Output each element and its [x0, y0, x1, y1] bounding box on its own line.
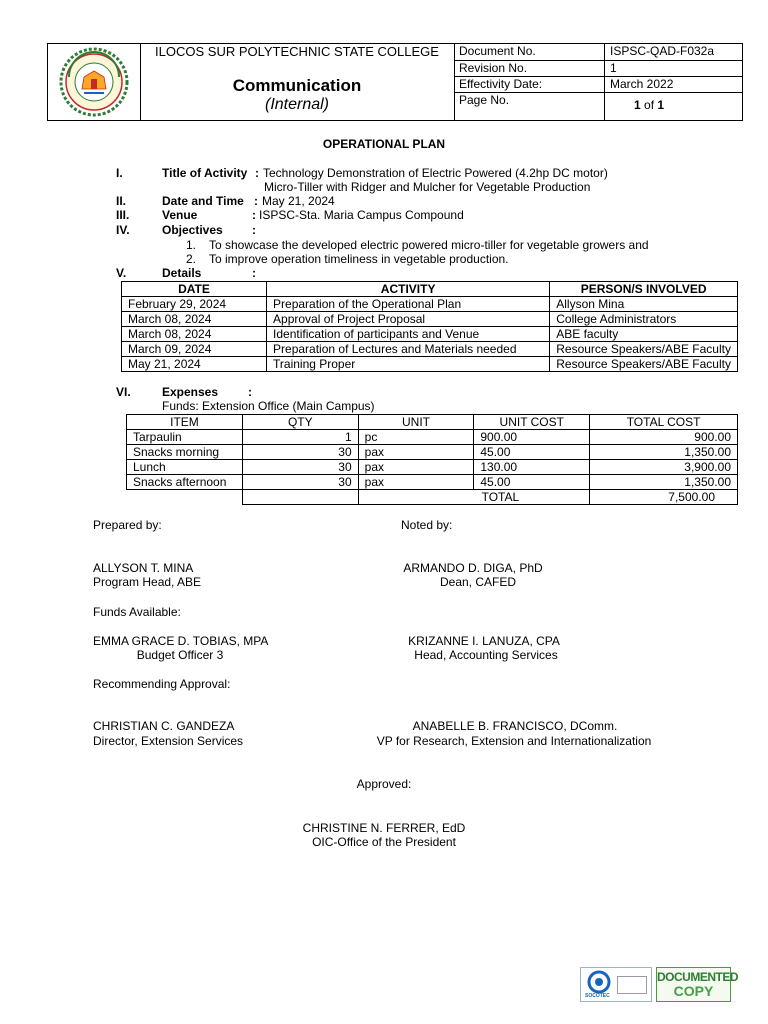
section-iii-label: Venue: [162, 208, 198, 222]
objective-number: 2.: [186, 252, 197, 266]
effectivity-date-label: Effectivity Date:: [459, 77, 543, 91]
table-row: [127, 430, 738, 445]
section-iv-colon: :: [252, 223, 256, 237]
unit-cell: pax: [358, 445, 474, 460]
table-row: [122, 297, 738, 312]
revision-number-label: Revision No.: [459, 61, 528, 75]
vp-name: ANABELLE B. FRANCISCO, DComm.: [412, 719, 618, 733]
header-title-cell: [140, 44, 455, 120]
person-cell: College Administrators: [550, 312, 738, 327]
column-header: ITEM: [127, 415, 243, 430]
section-i-number: I.: [116, 166, 123, 180]
item-cell: Lunch: [127, 460, 243, 475]
objective-text: To showcase the developed electric powered micro-tiller for vegetable growers and: [209, 238, 649, 252]
table-row: [122, 312, 738, 327]
plan-title: OPERATIONAL PLAN: [322, 137, 446, 151]
prepared-by-label: Prepared by:: [93, 518, 162, 532]
effectivity-date-value: March 2022: [610, 77, 674, 91]
column-header: UNIT COST: [474, 415, 590, 430]
section-iii-colon: :: [252, 208, 256, 222]
column-header: QTY: [242, 415, 358, 430]
stamp-line2: COPY: [673, 983, 714, 999]
funds-available-label: Funds Available:: [93, 605, 181, 619]
activity-venue: ISPSC-Sta. Maria Campus Compound: [259, 208, 464, 222]
page-number-label: Page No.: [459, 93, 510, 107]
revision-number-row: [454, 61, 742, 77]
document-subtitle: (Internal): [264, 96, 330, 113]
section-i-colon: :: [255, 166, 259, 180]
page-number-value: 1 of 1: [634, 98, 665, 112]
section-v-label: Details: [162, 266, 202, 280]
section-ii-colon: :: [254, 194, 258, 208]
unit-cell: pax: [358, 475, 474, 490]
section-iv-label: Objectives: [162, 223, 223, 237]
budget-officer-name: EMMA GRACE D. TOBIAS, MPA: [93, 634, 269, 648]
vp-title: VP for Research, Extension and Internationalization: [376, 734, 652, 748]
empty-cell: [127, 490, 243, 505]
college-seal-logo: [54, 47, 134, 117]
unit-cost-cell: 900.00: [474, 430, 590, 445]
total-label: TOTAL: [358, 490, 590, 505]
extension-director-title: Director, Extension Services: [93, 734, 244, 748]
section-iii-number: III.: [116, 208, 130, 222]
table-row: [122, 357, 738, 372]
activity-date: May 21, 2024: [262, 194, 335, 208]
date-cell: March 09, 2024: [122, 342, 267, 357]
approved-label: Approved:: [356, 777, 412, 791]
section-v-number: V.: [116, 266, 127, 280]
objective-number: 1.: [186, 238, 197, 252]
unit-cell: pax: [358, 460, 474, 475]
activity-cell: Identification of participants and Venue: [267, 327, 550, 342]
institution-name: ILOCOS SUR POLYTECHNIC STATE COLLEGE: [155, 44, 439, 59]
document-title: Communication: [232, 76, 362, 95]
document-control-info: [454, 44, 742, 120]
page-number-row: [454, 93, 742, 120]
funds-source: Funds: Extension Office (Main Campus): [162, 399, 375, 413]
section-i-label: Title of Activity: [162, 166, 248, 180]
activity-title-line2: Micro-Tiller with Ridger and Mulcher for Vegetable Production: [264, 180, 591, 194]
certification-badge: [580, 967, 652, 1002]
extension-director-name: CHRISTIAN C. GANDEZA: [93, 719, 235, 733]
person-cell: Resource Speakers/ABE Faculty: [550, 357, 738, 372]
activity-title-line1: Technology Demonstration of Electric Powered (4.2hp DC motor): [263, 166, 608, 180]
document-number-value: ISPSC-QAD-F032a: [610, 44, 715, 58]
date-cell: March 08, 2024: [122, 327, 267, 342]
table-row: [127, 475, 738, 490]
table-header-row: [127, 415, 738, 430]
total-value: 7,500.00: [590, 490, 738, 505]
noted-by-name: ARMANDO D. DIGA, PhD: [403, 561, 543, 575]
unit-cell: pc: [358, 430, 474, 445]
person-cell: Allyson Mina: [550, 297, 738, 312]
qty-cell: 30: [242, 460, 358, 475]
column-header: DATE: [122, 282, 267, 297]
total-cost-cell: 1,350.00: [590, 475, 738, 490]
section-v-colon: :: [252, 266, 256, 280]
president-name: CHRISTINE N. FERRER, EdD: [302, 821, 466, 835]
noted-by-title: Dean, CAFED: [439, 575, 517, 589]
accounting-head-name: KRIZANNE I. LANUZA, CPA: [408, 634, 560, 648]
unit-cost-cell: 45.00: [474, 445, 590, 460]
unit-cost-cell: 130.00: [474, 460, 590, 475]
date-cell: February 29, 2024: [122, 297, 267, 312]
person-cell: Resource Speakers/ABE Faculty: [550, 342, 738, 357]
table-row: [127, 445, 738, 460]
prepared-by-title: Program Head, ABE: [93, 575, 202, 589]
document-number-label: Document No.: [459, 44, 536, 58]
empty-cell: [242, 490, 358, 505]
item-cell: Snacks morning: [127, 445, 243, 460]
section-ii-label: Date and Time: [162, 194, 244, 208]
activity-cell: Preparation of the Operational Plan: [267, 297, 550, 312]
document-header: [47, 43, 743, 121]
date-cell: March 08, 2024: [122, 312, 267, 327]
document-number-row: [454, 44, 742, 61]
certification-text: SOCOTEC: [585, 993, 610, 999]
total-cost-cell: 1,350.00: [590, 445, 738, 460]
section-vi-label: Expenses: [162, 385, 219, 399]
qty-cell: 30: [242, 445, 358, 460]
expenses-table: [126, 414, 738, 505]
revision-number-value: 1: [610, 61, 617, 75]
date-cell: May 21, 2024: [122, 357, 267, 372]
recommending-approval-label: Recommending Approval:: [93, 677, 231, 691]
item-cell: Snacks afternoon: [127, 475, 243, 490]
column-header: TOTAL COST: [590, 415, 738, 430]
table-row: [122, 327, 738, 342]
objective-text: To improve operation timeliness in vegetable production.: [209, 252, 509, 266]
column-header: UNIT: [358, 415, 474, 430]
column-header: ACTIVITY: [267, 282, 550, 297]
budget-officer-title: Budget Officer 3: [136, 648, 224, 662]
iso-mark: [617, 976, 647, 994]
section-vi-colon: :: [248, 385, 252, 399]
prepared-by-name: ALLYSON T. MINA: [93, 561, 194, 575]
president-title: OIC-Office of the President: [312, 835, 456, 849]
section-vi-number: VI.: [116, 385, 131, 399]
table-row: [127, 460, 738, 475]
accounting-head-title: Head, Accounting Services: [414, 648, 558, 662]
effectivity-date-row: [454, 77, 742, 93]
total-cost-cell: 900.00: [590, 430, 738, 445]
activity-cell: Approval of Project Proposal: [267, 312, 550, 327]
unit-cost-cell: 45.00: [474, 475, 590, 490]
table-header-row: [122, 282, 738, 297]
total-row: [127, 490, 738, 505]
qty-cell: 30: [242, 475, 358, 490]
section-ii-number: II.: [116, 194, 127, 208]
activity-cell: Preparation of Lectures and Materials needed: [267, 342, 550, 357]
stamp-line1: DOCUMENTED: [657, 970, 738, 984]
documented-copy-stamp: [656, 967, 738, 1002]
qty-cell: 1: [242, 430, 358, 445]
activity-cell: Training Proper: [267, 357, 550, 372]
table-row: [122, 342, 738, 357]
section-iv-number: IV.: [116, 223, 130, 237]
noted-by-label: Noted by:: [401, 518, 453, 532]
item-cell: Tarpaulin: [127, 430, 243, 445]
person-cell: ABE faculty: [550, 327, 738, 342]
column-header: PERSON/S INVOLVED: [550, 282, 738, 297]
details-table: [121, 281, 738, 372]
logo-cell: [48, 44, 141, 120]
total-cost-cell: 3,900.00: [590, 460, 738, 475]
